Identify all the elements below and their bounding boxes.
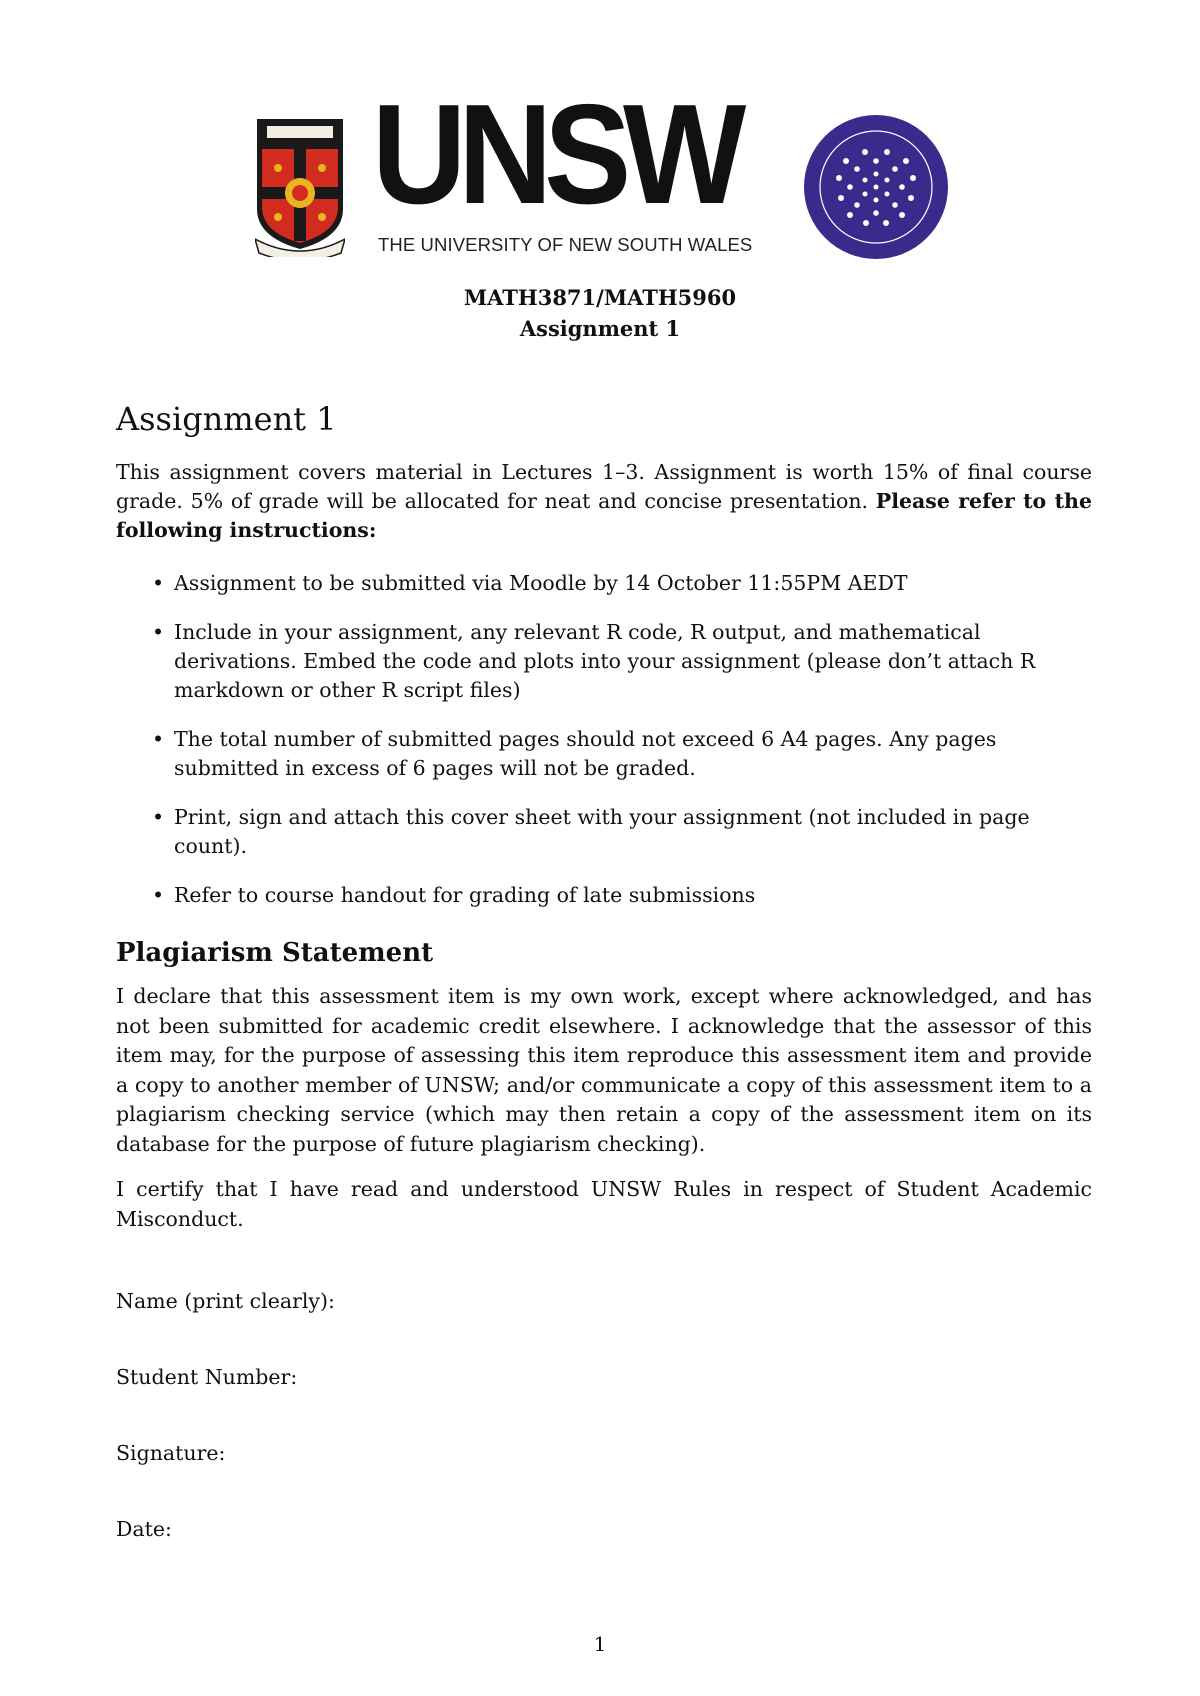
bullet-icon: • [152,571,165,596]
maths-stats-seal-logo [803,114,949,260]
unsw-wordmark: UNSW [372,75,739,234]
header-logos [0,75,1200,270]
instruction-text: Print, sign and attach this cover sheet with your assignment (not included in page count). [174,805,1030,859]
instruction-text: The total number of submitted pages should not exceed 6 A4 pages. Any pages submitted in excess of 6 pages will not be graded. [174,727,997,781]
list-item [116,725,1092,783]
intro-text: This assignment covers material in Lectures 1–3. Assignment is worth 15% of final course grade. 5% of grade will be allocated for neat and concise presentation. [116,460,1092,514]
plagiarism-certification: I certify that I have read and understood UNSW Rules in respect of Student Academic Misconduct. [116,1177,1092,1231]
instruction-text: Assignment to be submitted via Moodle by 14 October 11:55PM AEDT [174,571,908,596]
main-content [116,400,1092,1250]
date-label: Date: [116,1517,172,1541]
list-item [116,803,1092,861]
bullet-icon: • [152,620,165,645]
list-item [116,569,1092,598]
section-title: Assignment 1 [116,400,337,438]
instruction-text: Include in your assignment, any relevant R code, R output, and mathematical derivations. Embed the code and plots into your assignment (please don’t attach R markdown or other R script files) [174,620,1036,703]
bullet-icon: • [152,883,165,908]
bullet-icon: • [152,727,165,752]
instruction-text: Refer to course handout for grading of late submissions [174,883,756,908]
intro-emphasis: Please refer to the following instructions: [116,489,1092,543]
name-field-label: Name (print clearly): [116,1289,335,1313]
signature-label: Signature: [116,1441,226,1465]
course-code: MATH3871/MATH5960 [463,285,737,310]
bullet-icon: • [152,805,165,830]
document-subtitle: Assignment 1 [519,316,681,341]
list-item [116,881,1092,910]
list-item [116,618,1092,705]
student-number-label: Student Number: [116,1365,298,1389]
university-name: THE UNIVERSITY OF NEW SOUTH WALES [378,234,753,255]
intro-paragraph [116,458,1092,545]
plagiarism-heading: Plagiarism Statement [116,938,434,969]
plagiarism-declaration: I declare that this assessment item is my own work, except where acknowledged, and has not been submitted for academic credit elsewhere. I acknowledge that the assessor of this item may, for the purpose of assessing this item reproduce this assessment item and provide a copy to another member of UNSW; and/or communicate a copy of this assessment item to a plagiarism checking service (which may then retain a copy of the assessment item on its database for the purpose of future plagiarism checking). [116,984,1092,1156]
unsw-crest-logo [255,117,345,257]
page-number: 1 [593,1632,607,1656]
instructions-list [116,569,1092,910]
